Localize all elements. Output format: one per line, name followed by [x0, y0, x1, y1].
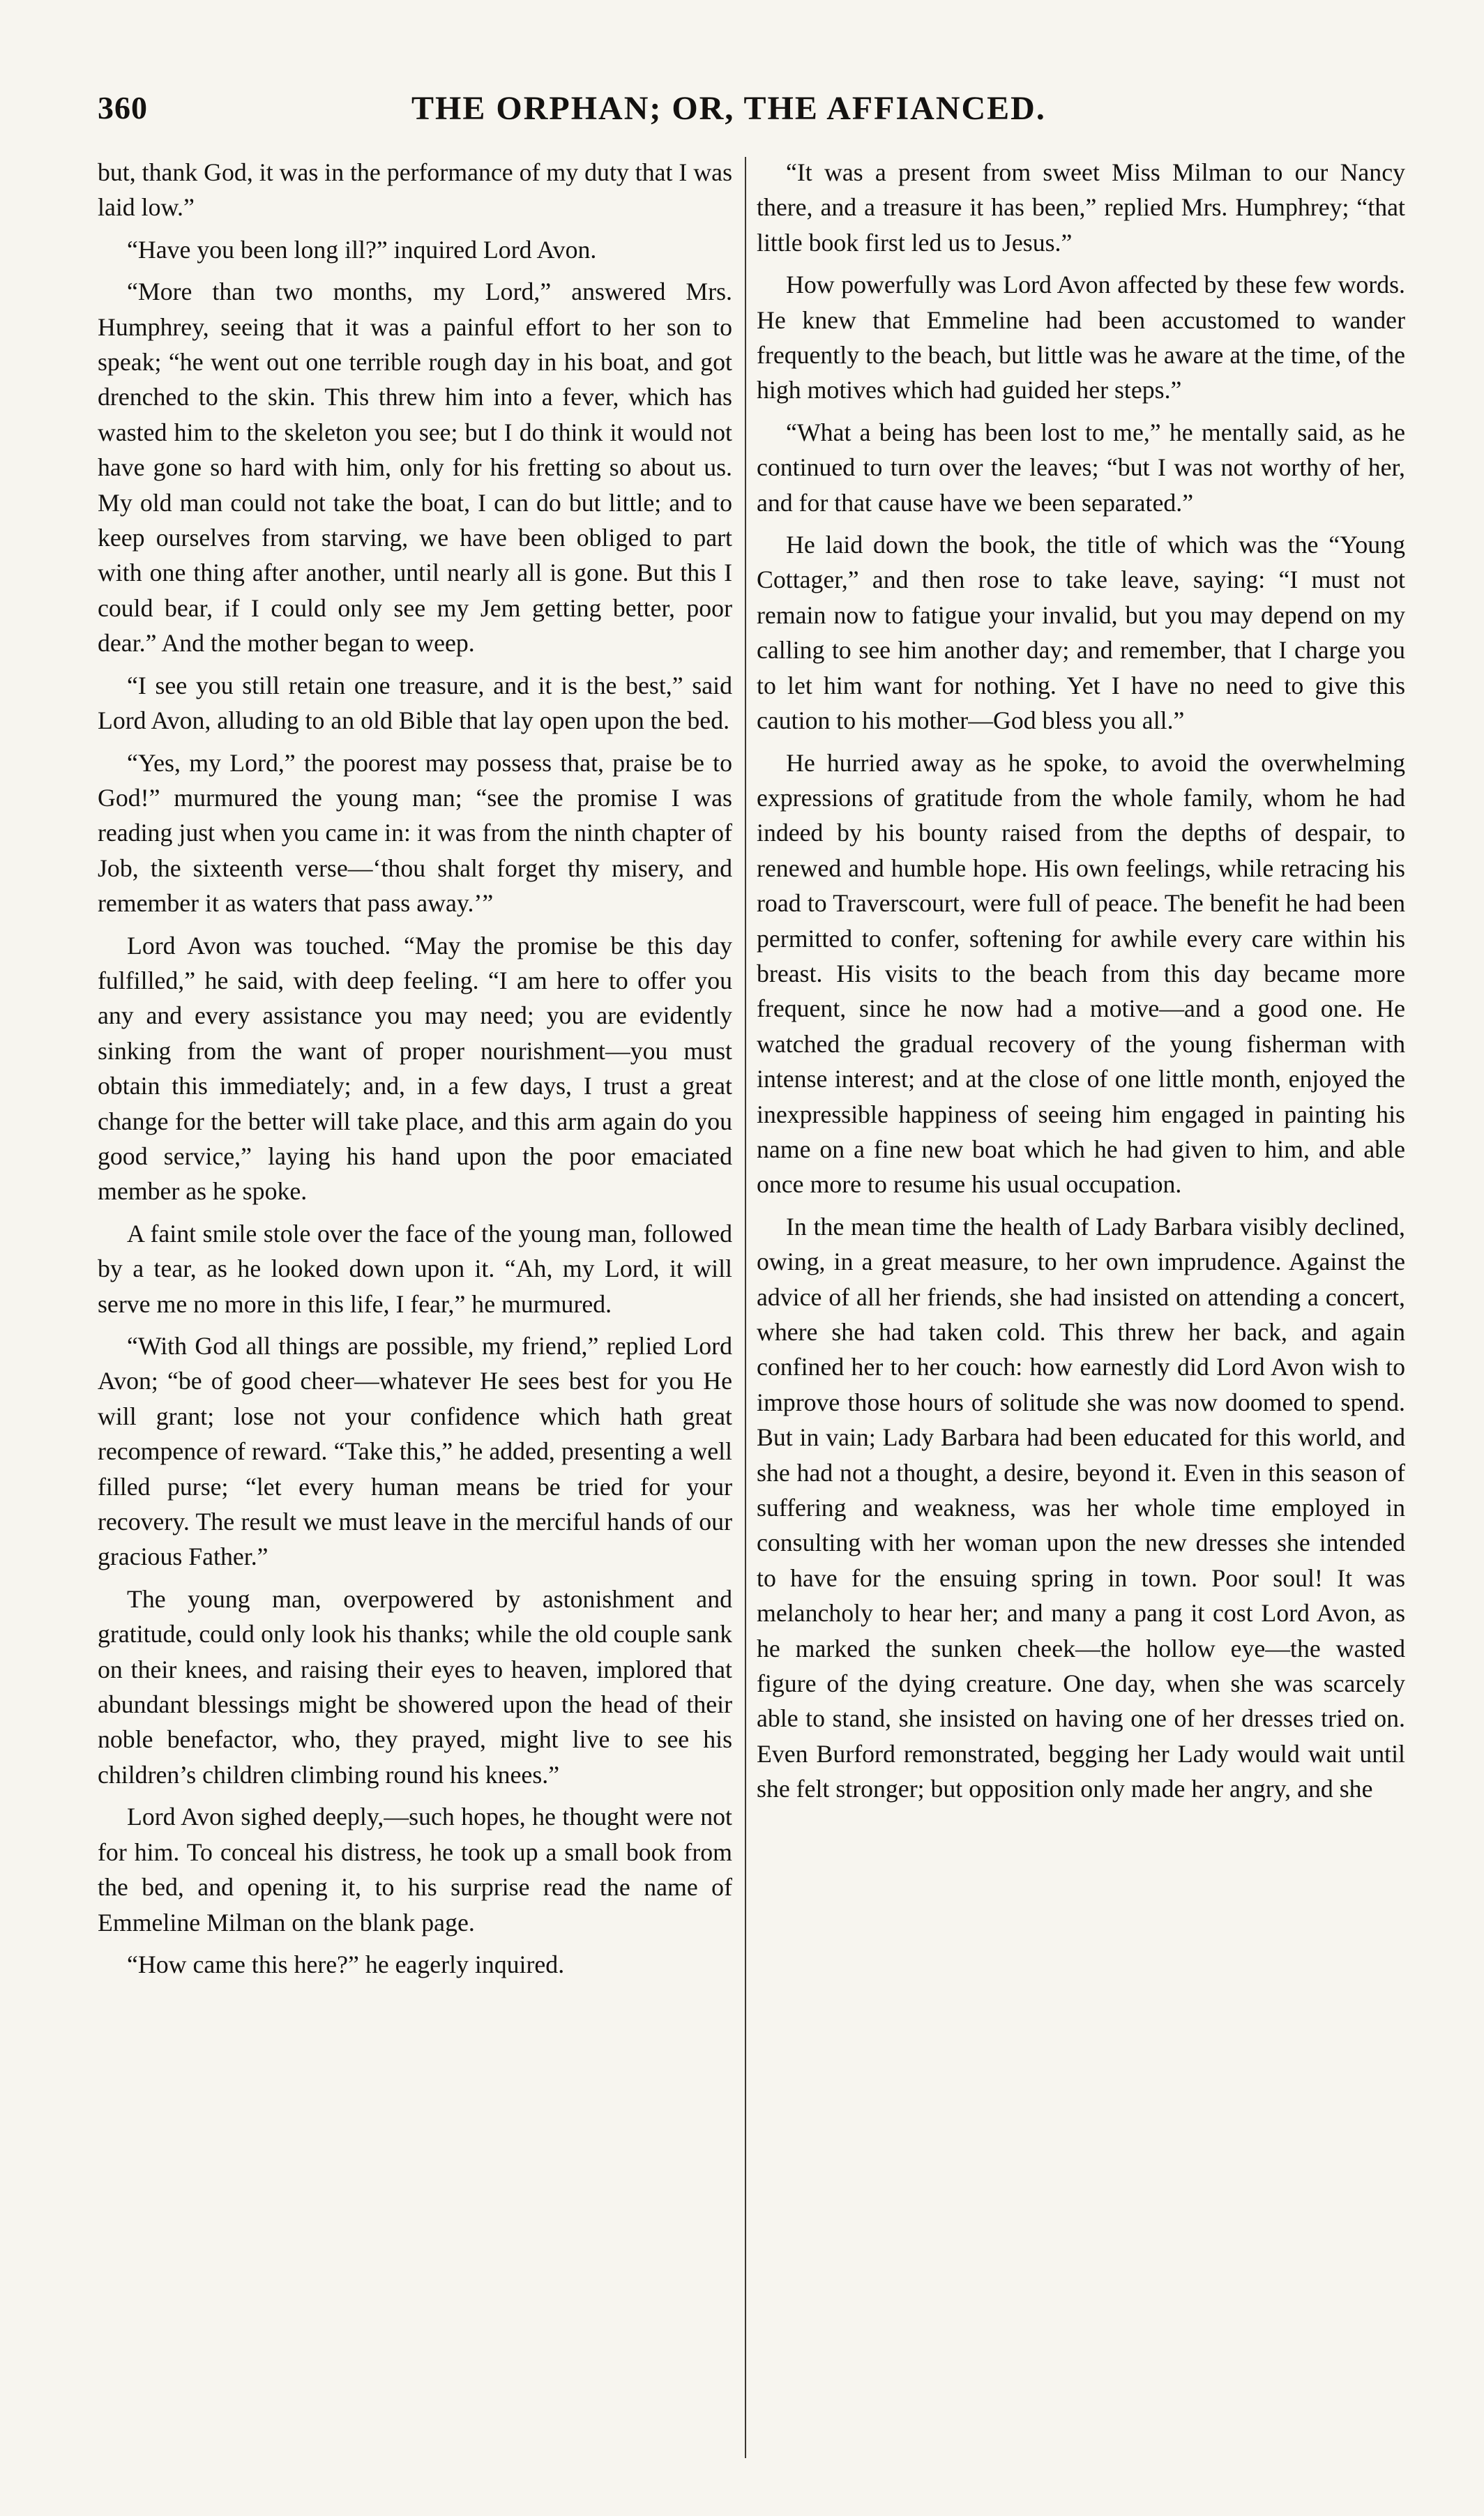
paragraph: “With God all things are possible, my friend,” replied Lord Avon; “be of good cheer—whatever He sees best for you He will grant; lose not your confidence which hath great recompence of reward. “Take this,” he added, presenting a well filled purse; “let every human means be tried for your recovery. The result we must leave in the merciful hands of our gracious Father.” — [98, 1332, 732, 1571]
paragraph: “I see you still retain one treasure, and it is the best,” said Lord Avon, alluding to an old Bible that lay open upon the bed. — [98, 671, 732, 735]
paragraph: The young man, overpowered by astonishment and gratitude, could only look his thanks; while the old couple sank on their knees, and raising their eyes to heaven, implored that abundant blessings might be showered upon the head of their noble benefactor, who, they prayed, might live to see his children’s children climbing round his knees.” — [98, 1584, 732, 1789]
paragraph: In the mean time the health of Lady Barbara visibly declined, owing, in a great measure, to her own imprudence. Against the advice of all her friends, she had insisted on attending a concert, where she had taken cold. This threw her back, and again confined her to her couch: how earnestly did Lord Avon wish to improve those hours of solitude she was now doomed to spend. But in vain; Lady Barbara had been educated for this world, and she had not a thought, a desire, beyond it. Even in this season of suffering and weakness, was her whole time employed in consulting with her woman upon the new dresses she intended to have for the ensuing spring in town. Poor soul! It was melancholy to hear her; and many a pang it cost Lord Avon, as he marked the sunken cheek—the hollow eye—the wasted figure of the dying creature. One day, when she was scarcely able to stand, she insisted on having one of her dresses tried on. Even Burford remonstrated, begging her Lady would wait until she felt stronger; but opposition only made her angry, and she — [757, 1212, 1405, 1803]
running-title: THE ORPHAN; OR, THE AFFIANCED. — [411, 90, 1046, 127]
paragraph: A faint smile stole over the face of the young man, followed by a tear, as he looked down upon it. “Ah, my Lord, it will serve me no more in this life, I fear,” he murmured. — [98, 1219, 732, 1318]
paragraph: How powerfully was Lord Avon affected by these few words. He knew that Emmeline had been accustomed to wander frequently to the beach, but little was he aware at the time, of the high motives which had guided her steps.” — [757, 271, 1405, 404]
page-number: 360 — [98, 90, 148, 126]
paragraph: “It was a present from sweet Miss Milman to our Nancy there, and a treasure it has been,” replied Mrs. Humphrey; “that little book first led us to Jesus.” — [757, 158, 1405, 257]
paragraph: “More than two months, my Lord,” answered Mrs. Humphrey, seeing that it was a painful effort to her son to speak; “he went out one terrible rough day in his boat, and got drenched to the skin. This threw him into a fever, which has wasted him to the skeleton you see; but I do think it would not have gone so hard with him, only for his fretting so about us. My old man could not take the boat, I can do but little; and to keep ourselves from starving, we have been obliged to part with one thing after another, until nearly all is gone. But this I could bear, if I could only see my Jem getting better, poor dear.” And the mother began to weep. — [98, 278, 732, 658]
paragraph: “Have you been long ill?” inquired Lord Avon. — [127, 235, 597, 264]
paragraph: “Yes, my Lord,” the poorest may possess that, praise be to God!” murmured the young man; “see the promise I was reading just when you came in: it was from the ninth chapter of Job, the sixteenth verse—‘thou shalt forget thy misery, and remember it as waters that pass away.’” — [98, 748, 732, 918]
column-divider — [745, 157, 746, 2458]
paragraph: Lord Avon was touched. “May the promise be this day fulfilled,” he said, with deep feeling. “I am here to offer you any and every assistance you may need; you are evidently sinking from the want of proper nourishment—you must obtain this immediately; and, in a few days, I trust a great change for the better will take place, and this arm again do you good service,” laying his hand upon the poor emaciated member as he spoke. — [98, 931, 732, 1206]
left-text-column — [98, 155, 732, 2470]
paragraph: Lord Avon sighed deeply,—such hopes, he thought were not for him. To conceal his distress, he took up a small book from the bed, and opening it, to his surprise read the name of Emmeline Milman on the blank page. — [98, 1803, 732, 1937]
paragraph: but, thank God, it was in the performance of my duty that I was laid low.” — [98, 158, 732, 222]
page-header — [98, 89, 1395, 138]
paragraph: He hurried away as he spoke, to avoid the overwhelming expressions of gratitude from the whole family, whom he had indeed by his bounty raised from the depths of despair, to renewed and humble hope. His own feelings, while retracing his road to Traverscourt, were full of peace. The benefit he had been permitted to confer, softening for awhile every care within his breast. His visits to the beach from this day became more frequent, since he now had a motive—and a good one. He watched the gradual recovery of the young fisherman with intense interest; and at the close of one little month, enjoyed the inexpressible happiness of seeing him engaged in painting his name on a fine new boat which he had given to him, and able once more to resume his usual occupation. — [757, 748, 1405, 1199]
paragraph: “What a being has been lost to me,” he mentally said, as he continued to turn over the leaves; “but I was not worthy of her, and for that cause have we been separated.” — [757, 418, 1405, 517]
paragraph: He laid down the book, the title of which was the “Young Cottager,” and then rose to take leave, saying: “I must not remain now to fatigue your invalid, but you may depend on my calling to see him another day; and remember, that I charge you to let him want for nothing. Yet I have no need to give this caution to his mother—God bless you all.” — [757, 531, 1405, 735]
paragraph: “How came this here?” he eagerly inquired. — [127, 1950, 565, 1978]
right-text-column — [757, 155, 1405, 2470]
